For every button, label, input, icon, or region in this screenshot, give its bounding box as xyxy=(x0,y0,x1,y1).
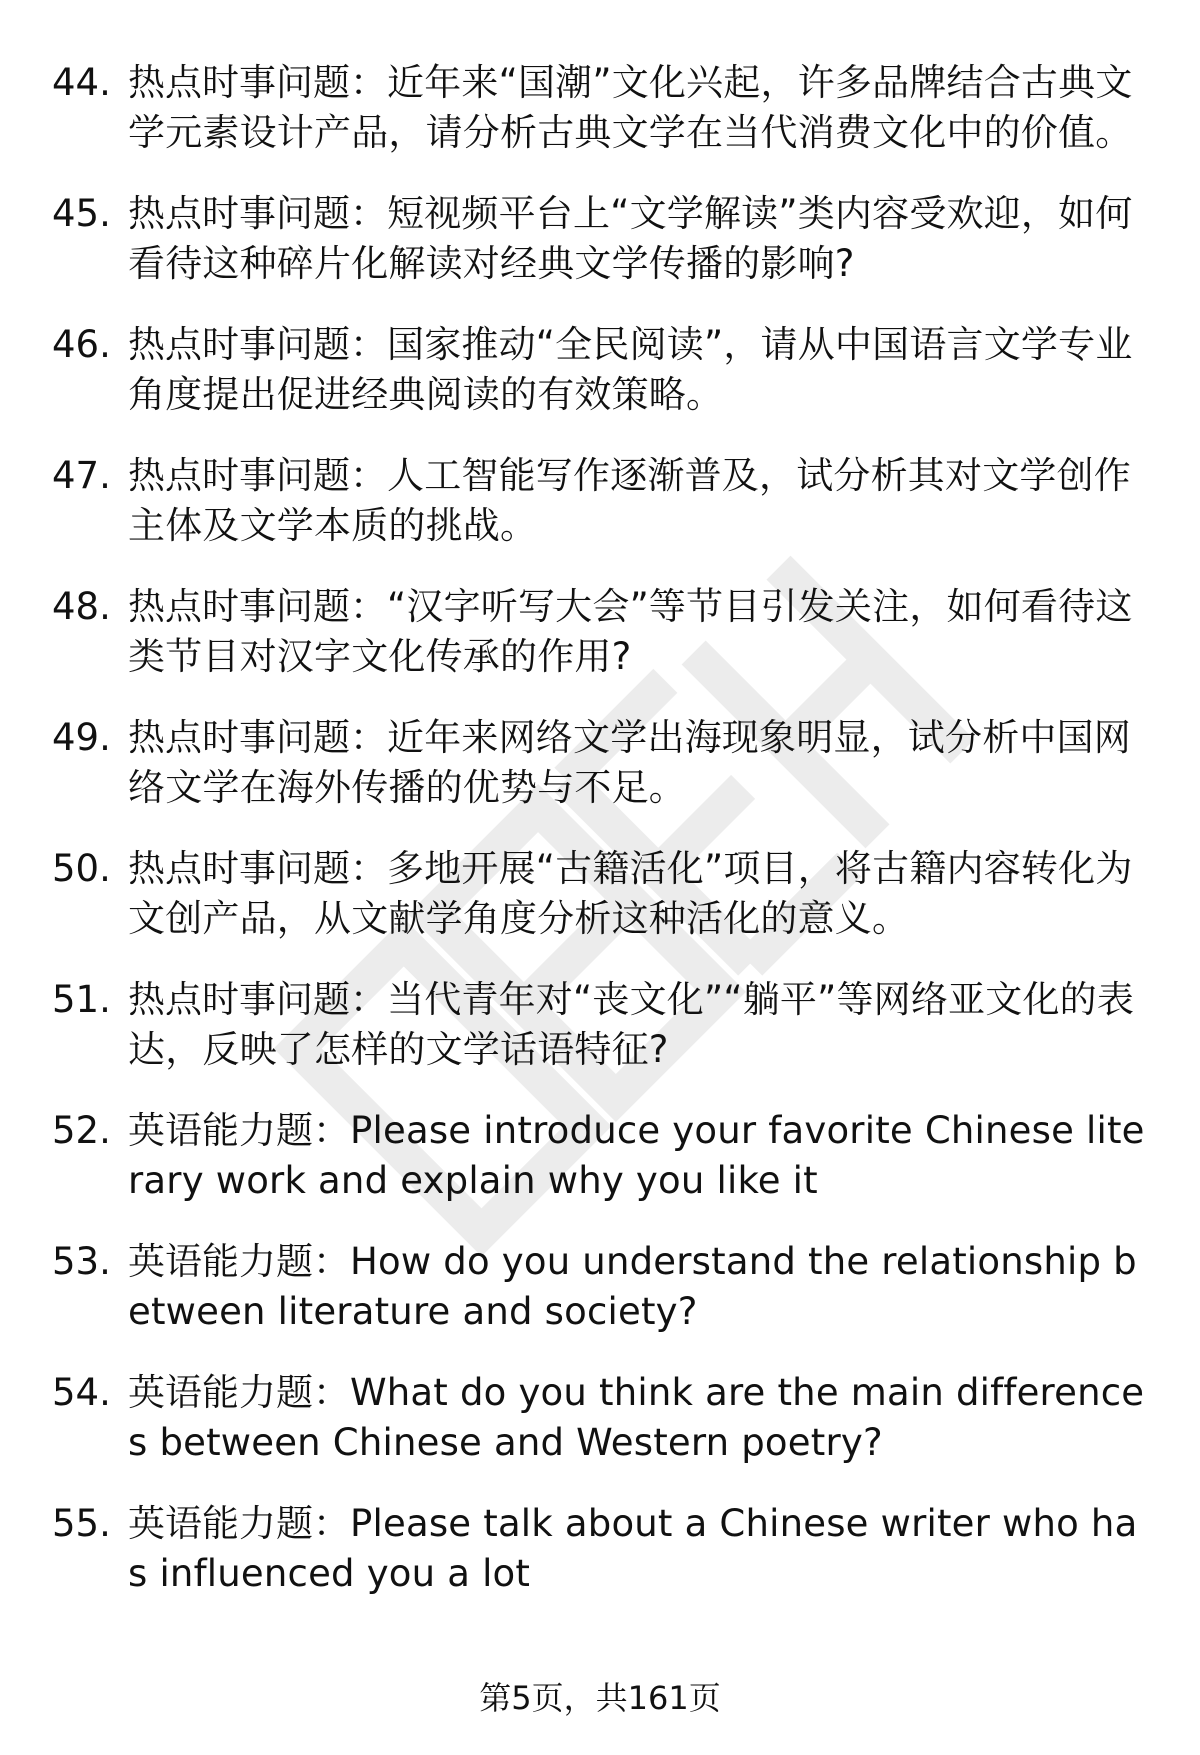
question-separator: ： xyxy=(350,978,387,1021)
question-separator: ： xyxy=(313,1109,350,1152)
question-separator: ： xyxy=(313,1371,350,1414)
question-item xyxy=(52,844,1152,975)
question-separator: ： xyxy=(350,454,387,497)
question-number: 55. xyxy=(52,1502,111,1545)
question-number: 44. xyxy=(52,61,111,104)
question-body xyxy=(128,1106,1152,1206)
question-separator: ： xyxy=(313,1240,350,1283)
question-separator: ： xyxy=(313,1502,350,1545)
question-number: 50. xyxy=(52,847,111,890)
question-number: 52. xyxy=(52,1109,111,1152)
question-number: 48. xyxy=(52,585,111,628)
question-text: 多地开展“古籍活化”项目，将古籍内容转化为文创产品，从文献学角度分析这种活化的意义。 xyxy=(128,847,1133,940)
page-indicator: 第5页，共161页 xyxy=(479,1679,721,1717)
question-category: 热点时事问题 xyxy=(128,847,350,890)
question-body xyxy=(128,713,1152,813)
question-text: 人工智能写作逐渐普及，试分析其对文学创作主体及文学本质的挑战。 xyxy=(128,454,1131,547)
question-category: 热点时事问题 xyxy=(128,323,350,366)
question-text: What do you think are the main differences between Chinese and Western poetry? xyxy=(128,1371,1145,1464)
question-text: Please introduce your favorite Chinese literary work and explain why you like it xyxy=(128,1109,1145,1202)
question-text: 近年来“国潮”文化兴起，许多品牌结合古典文学元素设计产品，请分析古典文学在当代消费文化中的价值。 xyxy=(128,61,1133,154)
question-text: How do you understand the relationship between literature and society? xyxy=(128,1240,1137,1333)
question-category: 热点时事问题 xyxy=(128,585,350,628)
question-item xyxy=(52,975,1152,1106)
question-separator: ： xyxy=(350,192,387,235)
question-body xyxy=(128,1237,1152,1337)
question-category: 英语能力题 xyxy=(128,1371,313,1414)
question-item xyxy=(52,1106,1152,1237)
question-category: 英语能力题 xyxy=(128,1240,313,1283)
question-body xyxy=(128,189,1152,289)
question-text: 国家推动“全民阅读”，请从中国语言文学专业角度提出促进经典阅读的有效策略。 xyxy=(128,323,1133,416)
question-text: Please talk about a Chinese writer who has influenced you a lot xyxy=(128,1502,1138,1595)
question-body xyxy=(128,1368,1152,1468)
question-body xyxy=(128,320,1152,420)
question-number: 53. xyxy=(52,1240,111,1283)
question-body xyxy=(128,1499,1152,1599)
question-item xyxy=(52,320,1152,451)
question-separator: ： xyxy=(350,716,387,759)
question-separator: ： xyxy=(350,61,387,104)
question-category: 英语能力题 xyxy=(128,1502,313,1545)
question-item xyxy=(52,582,1152,713)
question-category: 热点时事问题 xyxy=(128,192,350,235)
question-category: 英语能力题 xyxy=(128,1109,313,1152)
question-number: 46. xyxy=(52,323,111,366)
question-item xyxy=(52,189,1152,320)
question-number: 45. xyxy=(52,192,111,235)
question-separator: ： xyxy=(350,847,387,890)
question-separator: ： xyxy=(350,323,387,366)
question-category: 热点时事问题 xyxy=(128,454,350,497)
question-text: 近年来网络文学出海现象明显，试分析中国网络文学在海外传播的优势与不足。 xyxy=(128,716,1131,809)
question-body xyxy=(128,582,1152,682)
question-body xyxy=(128,975,1152,1075)
question-text: 当代青年对“丧文化”“躺平”等网络亚文化的表达，反映了怎样的文学话语特征? xyxy=(128,978,1135,1071)
question-item xyxy=(52,1499,1152,1630)
question-number: 49. xyxy=(52,716,111,759)
question-number: 51. xyxy=(52,978,111,1021)
question-category: 热点时事问题 xyxy=(128,978,350,1021)
question-number: 47. xyxy=(52,454,111,497)
question-body xyxy=(128,58,1152,158)
question-item xyxy=(52,1237,1152,1368)
question-text: 短视频平台上“文学解读”类内容受欢迎，如何看待这种碎片化解读对经典文学传播的影响? xyxy=(128,192,1133,285)
page-footer xyxy=(0,1678,1200,1718)
question-body xyxy=(128,844,1152,944)
question-separator: ： xyxy=(350,585,387,628)
question-category: 热点时事问题 xyxy=(128,716,350,759)
question-item xyxy=(52,713,1152,844)
question-category: 热点时事问题 xyxy=(128,61,350,104)
question-number: 54. xyxy=(52,1371,111,1414)
question-item xyxy=(52,1368,1152,1499)
question-item xyxy=(52,58,1152,189)
question-list xyxy=(52,58,1152,1630)
question-body xyxy=(128,451,1152,551)
question-text: “汉字听写大会”等节目引发关注，如何看待这类节目对汉字文化传承的作用? xyxy=(128,585,1133,678)
question-item xyxy=(52,451,1152,582)
